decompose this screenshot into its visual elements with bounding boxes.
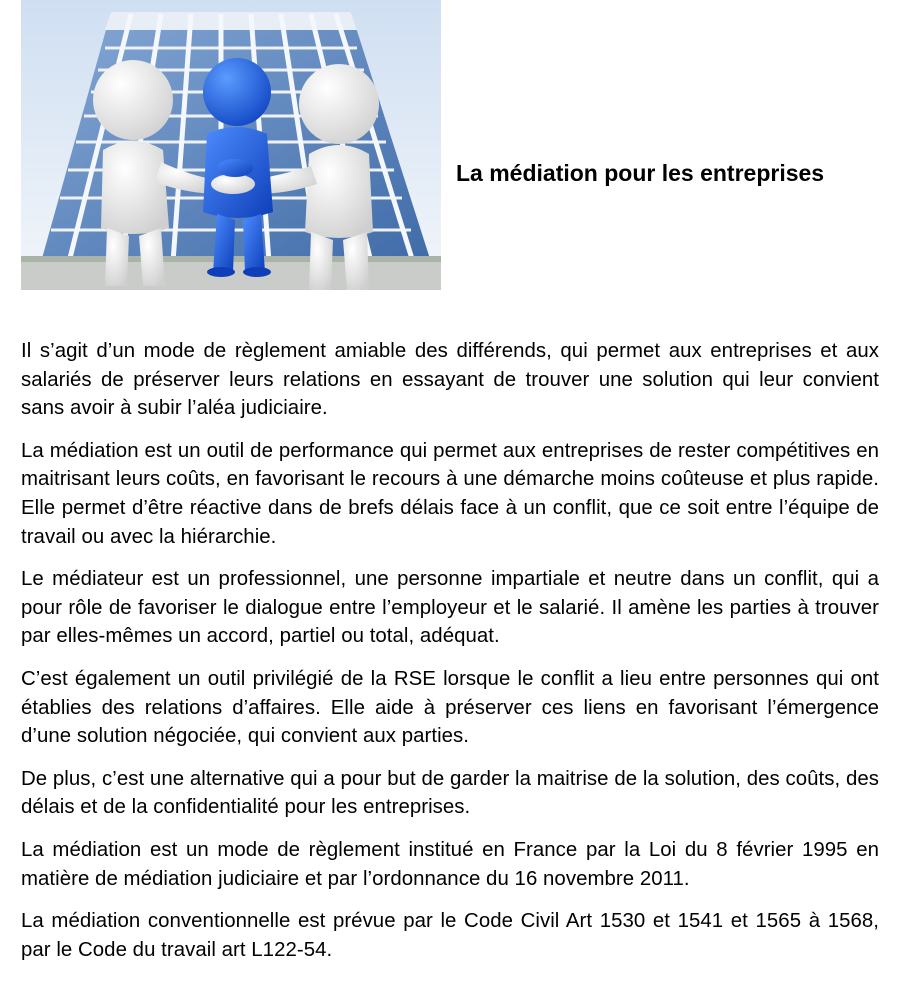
paragraph: La médiation conventionnelle est prévue par le Code Civil Art 1530 et 1541 et 1565 à 1568, par le Code du travail art L122-54. bbox=[21, 910, 879, 961]
handshake-building-image bbox=[21, 0, 441, 290]
hero-illustration bbox=[21, 0, 441, 290]
paragraph: Le médiateur est un professionnel, une personne impartiale et neutre dans un conflit, qui a pour rôle de favoriser le dialogue entre l’employeur et le salarié. Il amène les parties à trouver par elles-mêmes un accord, partiel ou total, adéquat. bbox=[21, 568, 879, 648]
paragraph: De plus, c’est une alternative qui a pour but de garder la maitrise de la solution, des coûts, des délais et de la confidentialité pour les entreprises. bbox=[21, 767, 879, 819]
page-title: La médiation pour les entreprises bbox=[456, 160, 825, 186]
paragraph: La médiation est un mode de règlement institué en France par la Loi du 8 février 1995 en matière de médiation judiciaire et par l’ordonnance du 16 novembre 2011. bbox=[21, 838, 879, 890]
paragraph: Il s’agit d’un mode de règlement amiable des différends, qui permet aux entreprises et aux salariés de préserver leurs relations en essayant de trouver une solution qui leur convient sans avoir à subir l’aléa judiciaire. bbox=[21, 340, 879, 420]
paragraph: La médiation est un outil de performance qui permet aux entreprises de rester compétitives en maitrisant leurs coûts, en favorisant le recours à une démarche moins coûteuse et plus rapide. Elle permet d’être réactive dans de brefs délais face à un conflit, que ce soit entre l’équipe de travail ou avec la hiérarchie. bbox=[21, 439, 879, 548]
paragraph: C’est également un outil privilégié de la RSE lorsque le conflit a lieu entre personnes qui ont établies des relations d’affaires. Elle aide à préserver ces liens en favorisant l’émergence d’une solution négociée, qui convient aux parties. bbox=[21, 667, 879, 748]
article-body bbox=[21, 337, 879, 978]
